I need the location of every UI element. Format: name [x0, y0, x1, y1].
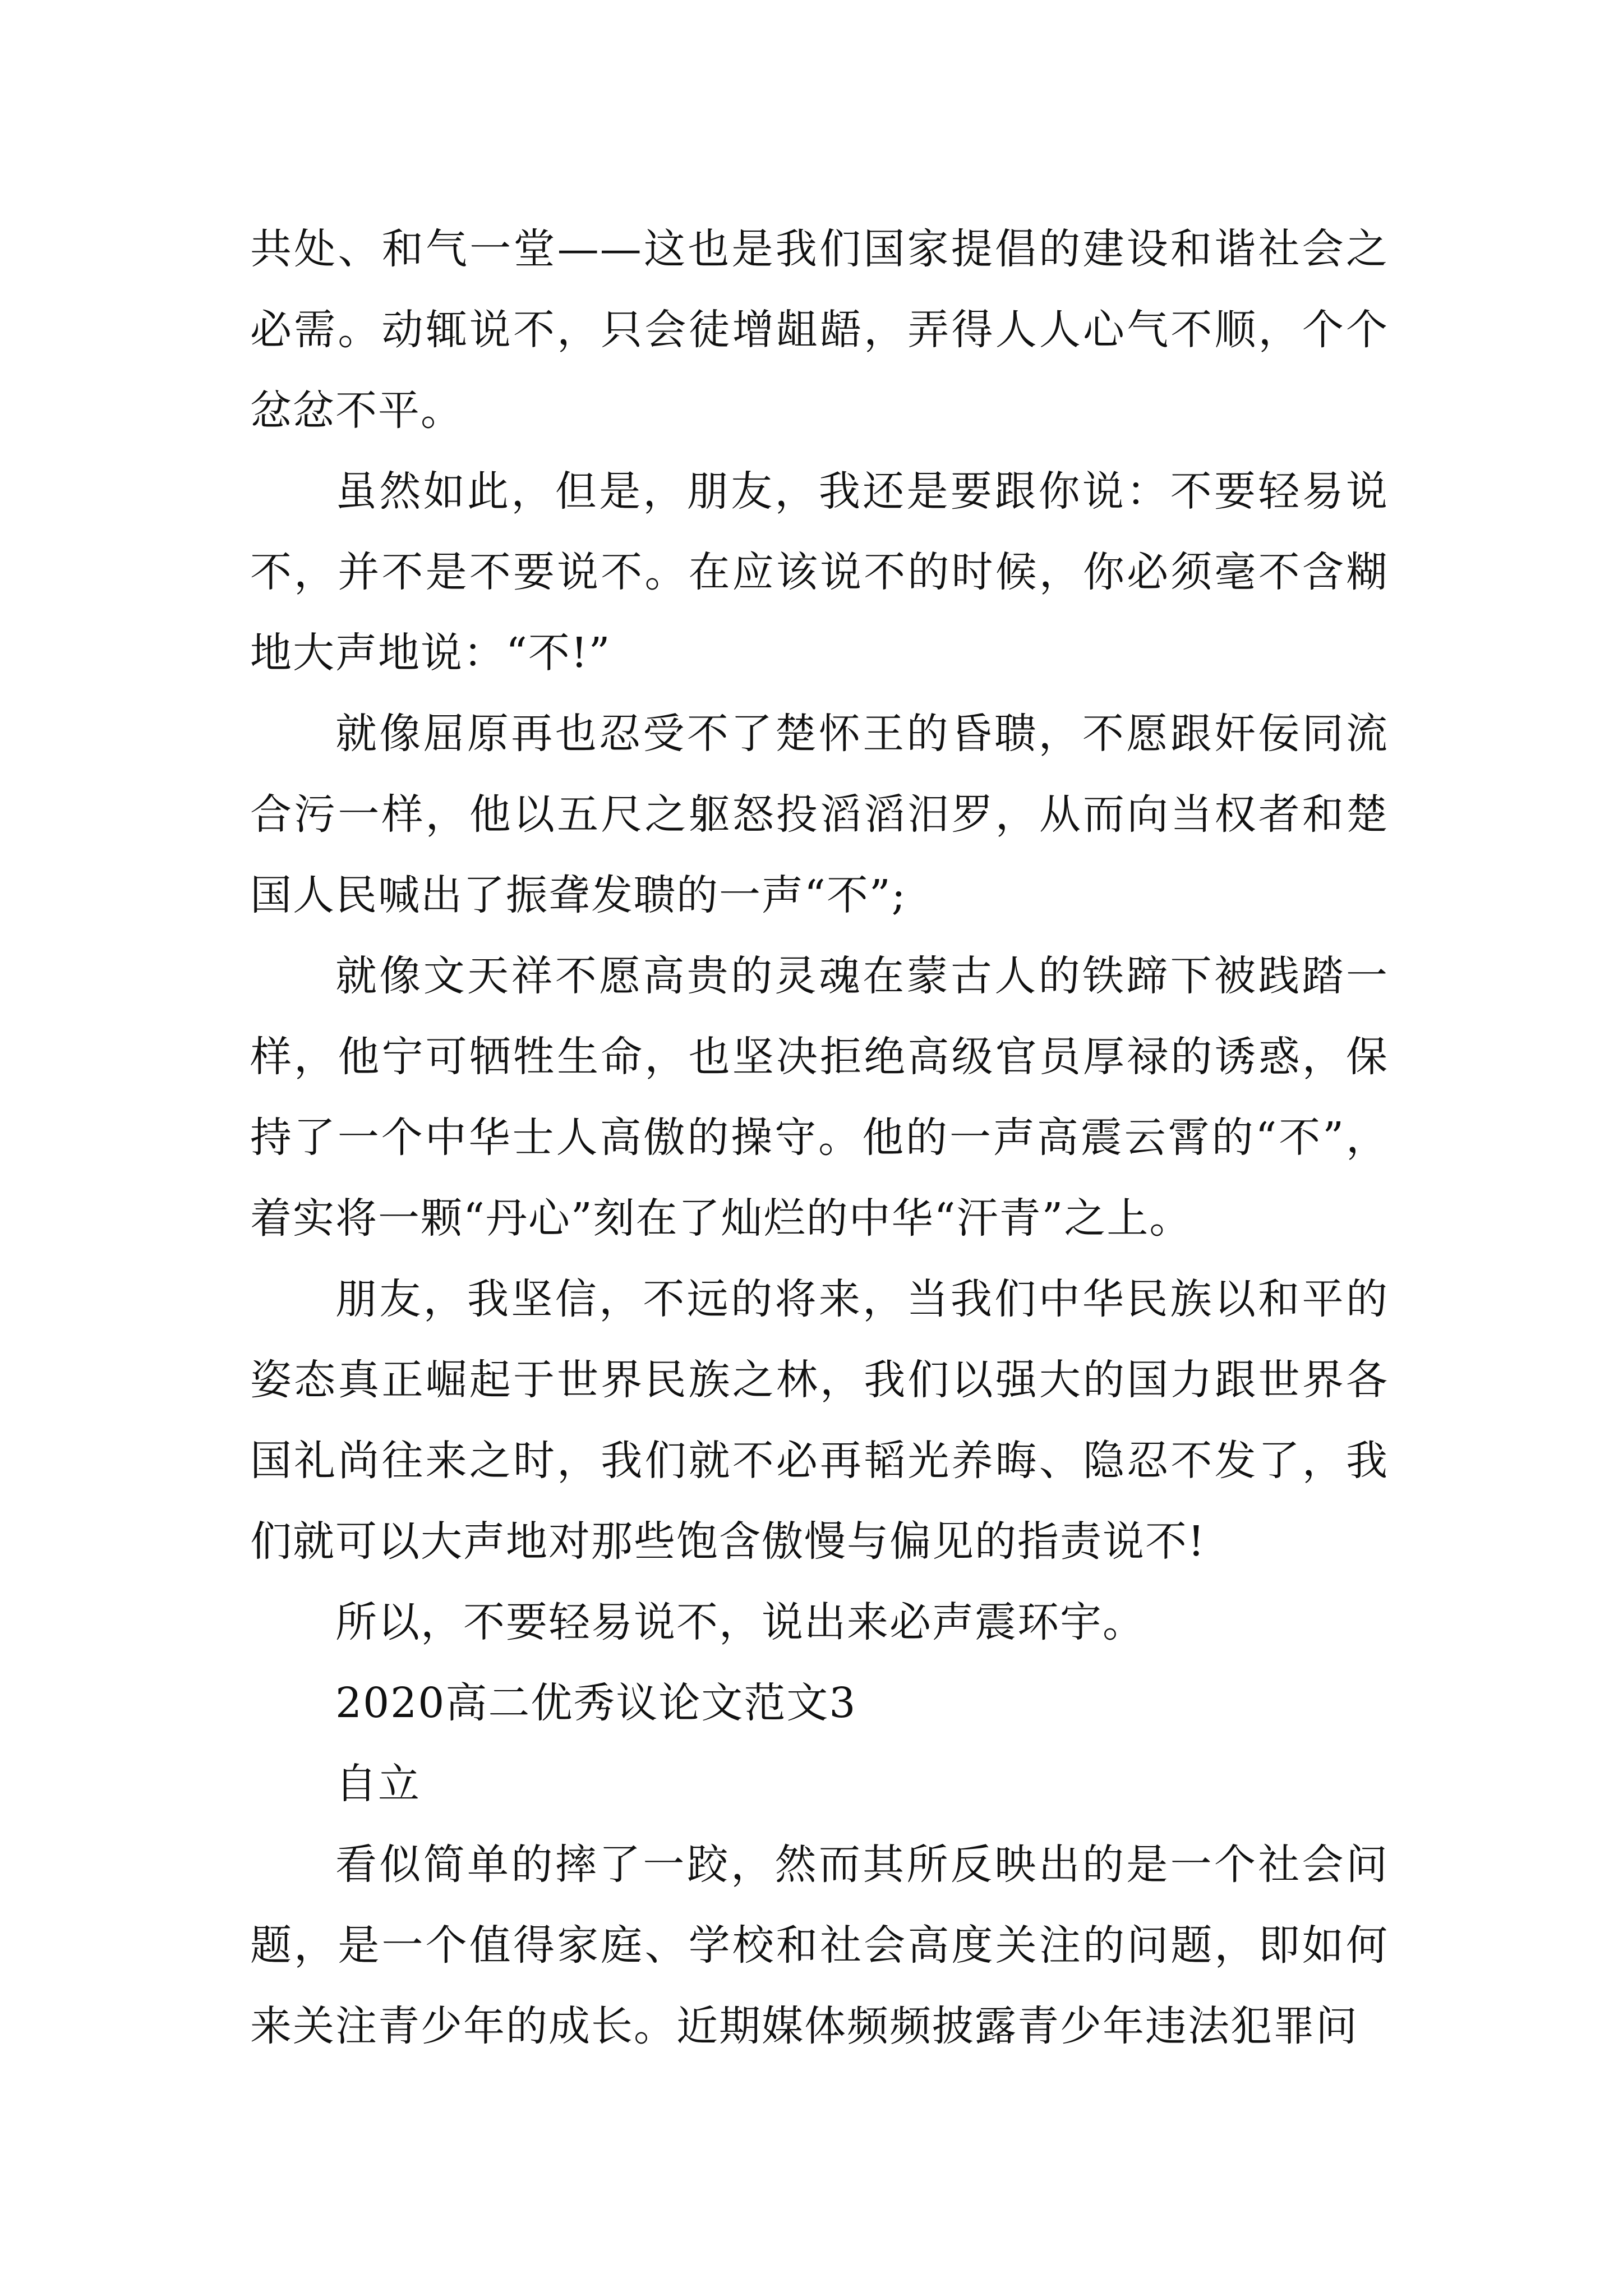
essay-title: 自立 — [335, 1760, 421, 1808]
paragraph: 所以，不要轻易说不，说出来必声震环宇。 — [335, 1598, 1145, 1646]
paragraph: 就像文天祥不愿高贵的灵魂在蒙古人的铁蹄下被践踏一样，他宁可牺牲生命，也坚决拒绝高级官员厚禄的诱惑，保持了一个中华士人高傲的操守。他的一声高震云霄的“不”，着实将一颗“丹心”刻在了灿烂的中华“汗青”之上。 — [250, 952, 1389, 1243]
paragraph: 看似简单的摔了一跤，然而其所反映出的是一个社会问题，是一个值得家庭、学校和社会高度关注的问题，即如何来关注青少年的成长。近期媒体频频披露青少年违法犯罪问 — [250, 1841, 1389, 2050]
paragraph: 就像屈原再也忍受不了楚怀王的昏聩，不愿跟奸佞同流合污一样，他以五尺之躯怒投滔滔汨罗，从而向当权者和楚国人民喊出了振聋发聩的一声“不”; — [250, 710, 1389, 919]
document-body — [250, 209, 1389, 2067]
section-heading: 2020高二优秀议论文范文3 — [335, 1679, 857, 1727]
paragraph: 朋友，我坚信，不远的将来，当我们中华民族以和平的姿态真正崛起于世界民族之林，我们以强大的国力跟世界各国礼尚往来之时，我们就不必再韬光养晦、隐忍不发了，我们就可以大声地对那些饱含傲慢与偏见的指责说不! — [250, 1275, 1389, 1566]
paragraph: 共处、和气一堂——这也是我们国家提倡的建设和谐社会之必需。动辄说不，只会徒增龃龉，弄得人人心气不顺，个个忿忿不平。 — [250, 225, 1389, 435]
paragraph: 虽然如此，但是，朋友，我还是要跟你说：不要轻易说不，并不是不要说不。在应该说不的时候，你必须毫不含糊地大声地说：“不!” — [250, 467, 1389, 677]
